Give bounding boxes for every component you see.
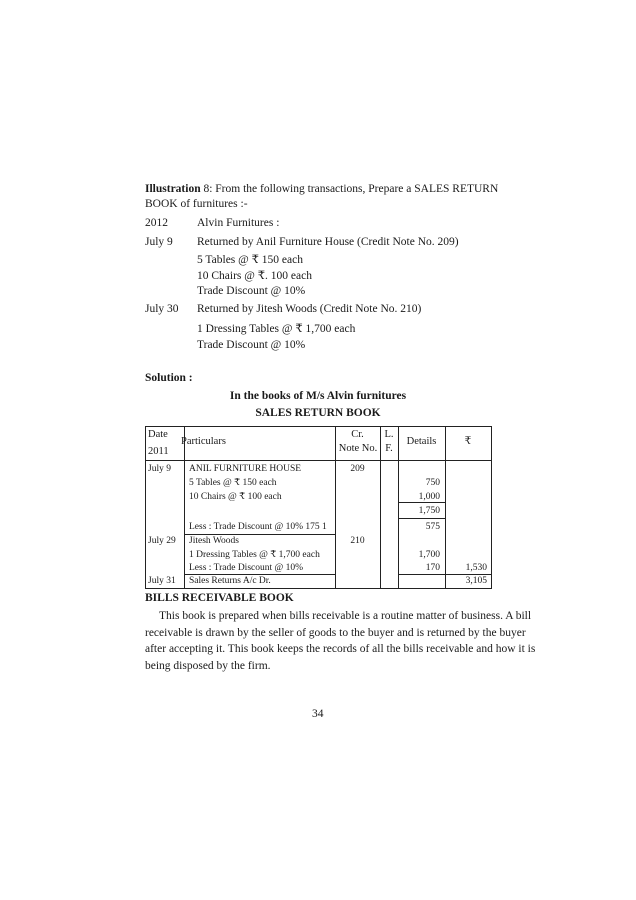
row-date: July 29 bbox=[148, 536, 176, 546]
july30-date: July 30 bbox=[145, 303, 179, 315]
header-lf-l: L. bbox=[384, 429, 394, 440]
row-details: 1,750 bbox=[418, 506, 440, 516]
row-details: 750 bbox=[425, 478, 440, 488]
row-details: 170 bbox=[425, 563, 440, 573]
transaction-firm: Alvin Furnitures : bbox=[197, 217, 280, 229]
july9-date: July 9 bbox=[145, 236, 173, 248]
book-name: SALES RETURN BOOK bbox=[255, 407, 381, 419]
header-cr: Cr. bbox=[351, 429, 364, 440]
july30-item1: 1 Dressing Tables @ ₹ 1,700 each bbox=[197, 323, 356, 335]
row-details: 575 bbox=[425, 522, 440, 532]
bills-line: receivable is drawn by the seller of goods to the buyer and is returned by the buyer bbox=[145, 626, 526, 639]
row-particulars: Sales Returns A/c Dr. bbox=[189, 576, 271, 586]
july30-text: Returned by Jitesh Woods (Credit Note No. 210) bbox=[197, 303, 422, 315]
header-date-year: 2011 bbox=[148, 446, 169, 457]
books-title: In the books of M/s Alvin furnitures bbox=[229, 390, 407, 402]
illustration-label: Illustration bbox=[145, 183, 201, 195]
bills-line: being disposed by the firm. bbox=[145, 659, 271, 672]
july9-discount: Trade Discount @ 10% bbox=[197, 285, 306, 297]
solution-label: Solution : bbox=[145, 372, 193, 384]
header-details: Details bbox=[406, 436, 437, 447]
header-lf-f: F. bbox=[385, 443, 393, 454]
july9-text: Returned by Anil Furniture House (Credit Note No. 209) bbox=[197, 236, 459, 248]
illustration-line2: BOOK of furnitures :- bbox=[145, 198, 248, 210]
illustration-text: 8: From the following transactions, Prepare a SALES RETURN bbox=[200, 183, 499, 195]
header-date: Date bbox=[148, 429, 168, 440]
row-particulars: Jitesh Woods bbox=[189, 536, 239, 546]
bills-heading: BILLS RECEIVABLE BOOK bbox=[145, 592, 294, 604]
row-particulars: Less : Trade Discount @ 10% bbox=[189, 563, 304, 573]
july9-item2: 10 Chairs @ ₹. 100 each bbox=[197, 270, 312, 282]
row-date: July 9 bbox=[148, 464, 171, 474]
transaction-year: 2012 bbox=[145, 217, 168, 229]
header-note-no: Note No. bbox=[338, 443, 378, 454]
july30-discount: Trade Discount @ 10% bbox=[197, 339, 306, 351]
bills-line: after accepting it. This book keeps the records of all the bills receivable and how it is bbox=[145, 643, 536, 655]
row-note-no: 209 bbox=[350, 464, 365, 474]
row-particulars: 1 Dressing Tables @ ₹ 1,700 each bbox=[189, 550, 320, 560]
row-particulars: 10 Chairs @ ₹ 100 each bbox=[189, 492, 282, 502]
row-details: 1,700 bbox=[418, 550, 440, 560]
bills-paragraph bbox=[145, 608, 536, 674]
sales-return-table bbox=[145, 426, 492, 589]
header-amount: ₹ bbox=[464, 436, 472, 447]
row-amount: 1,530 bbox=[465, 563, 487, 573]
row-particulars: 5 Tables @ ₹ 150 each bbox=[189, 478, 277, 488]
illustration-heading bbox=[145, 183, 498, 195]
row-details: 1,000 bbox=[418, 492, 440, 502]
row-date: July 31 bbox=[148, 576, 176, 586]
bills-line: This book is prepared when bills receivable is a routine matter of business. A bill bbox=[159, 610, 532, 622]
july9-item1: 5 Tables @ ₹ 150 each bbox=[197, 254, 303, 266]
row-particulars: ANIL FURNITURE HOUSE bbox=[189, 464, 302, 474]
header-particulars: Particulars bbox=[181, 436, 226, 447]
page-number: 34 bbox=[312, 708, 324, 720]
row-particulars: Less : Trade Discount @ 10% 175 1 bbox=[189, 522, 327, 532]
row-note-no: 210 bbox=[350, 536, 365, 546]
row-amount: 3,105 bbox=[465, 576, 487, 586]
